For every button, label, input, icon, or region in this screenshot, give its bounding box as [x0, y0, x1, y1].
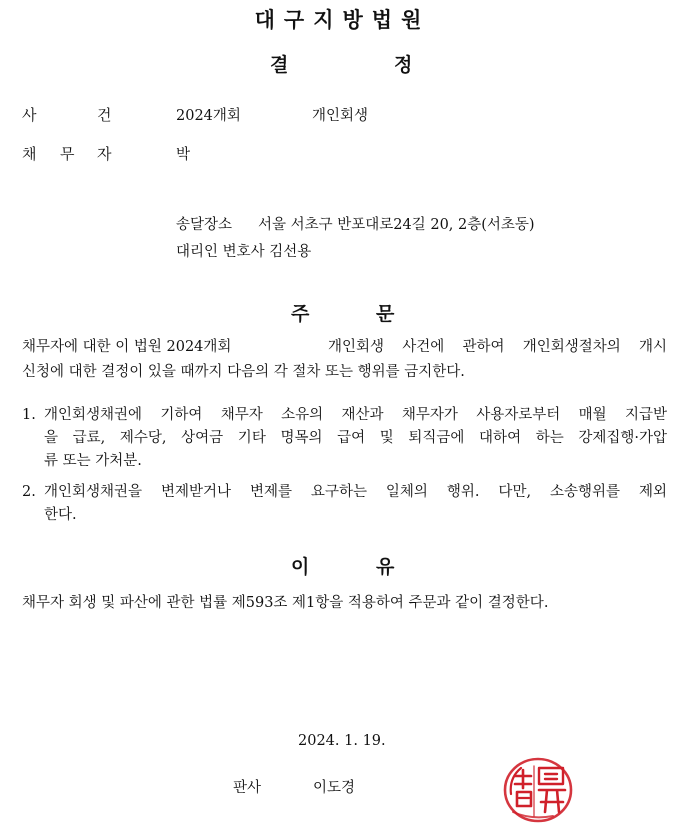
debtor-label-char1: 채 — [22, 145, 37, 163]
debtor-label-char2: 무 — [60, 145, 75, 163]
decision-date: 2024. 1. 19. — [298, 733, 386, 749]
case-label-char1: 사 — [22, 106, 37, 124]
judge-label: 판사 — [233, 780, 262, 796]
reason-heading-char1: 이 — [291, 556, 310, 578]
case-type: 개인회생 — [312, 108, 369, 124]
order-heading-char2: 문 — [376, 303, 395, 325]
order-item-2 — [22, 481, 667, 527]
doc-type-char2: 정 — [394, 54, 413, 76]
doc-type-char1: 결 — [270, 54, 289, 76]
service-address: 서울 서초구 반포대로24길 20, 2층(서초동) — [258, 217, 535, 233]
judge-seal-stamp — [501, 754, 575, 824]
reason-text: 채무자 회생 및 파산에 관한 법률 제593조 제1항을 적용하여 주문과 같이 결정한다. — [22, 595, 549, 611]
debtor-label-char3: 자 — [97, 145, 112, 163]
order-item-1-line1: 개인회생채권에 기하여 채무자 소유의 재산과 채무자가 사용자로부터 매월 지급받 — [44, 407, 667, 423]
reason-heading-char2: 유 — [376, 556, 395, 578]
order-intro-line1-b: 개인회생 사건에 관하여 개인회생절차의 개시 — [328, 339, 667, 355]
order-item-2-number: 2. — [22, 484, 36, 500]
order-intro-line2: 신청에 대한 결정이 있을 때까지 다음의 각 절차 또는 행위를 금지한다. — [22, 364, 465, 380]
debtor-name: 박 — [176, 147, 191, 163]
order-item-1-line2: 을 급료, 제수당, 상여금 기타 명목의 급여 및 퇴직금에 대하여 하는 강제집행·가압 — [44, 430, 667, 446]
order-item-2-line1: 개인회생채권을 변제받거나 변제를 요구하는 일체의 행위. 다만, 소송행위를 제외 — [44, 484, 667, 500]
judge-name: 이도경 — [313, 780, 356, 796]
order-intro — [22, 335, 667, 385]
order-item-2-line2: 한다. — [44, 507, 77, 523]
order-heading-char1: 주 — [291, 303, 310, 325]
order-item-1-number: 1. — [22, 407, 36, 423]
attorney: 대리인 변호사 김선용 — [176, 244, 312, 260]
order-intro-line1-a: 채무자에 대한 이 법원 2024개회 — [22, 339, 232, 355]
court-name: 대구지방법원 — [254, 8, 431, 32]
case-number: 2024개회 — [176, 108, 241, 124]
case-label-char2: 건 — [97, 106, 112, 124]
order-item-1 — [22, 404, 667, 473]
order-item-1-line3: 류 또는 가처분. — [44, 453, 142, 469]
service-address-label: 송달장소 — [176, 217, 233, 233]
